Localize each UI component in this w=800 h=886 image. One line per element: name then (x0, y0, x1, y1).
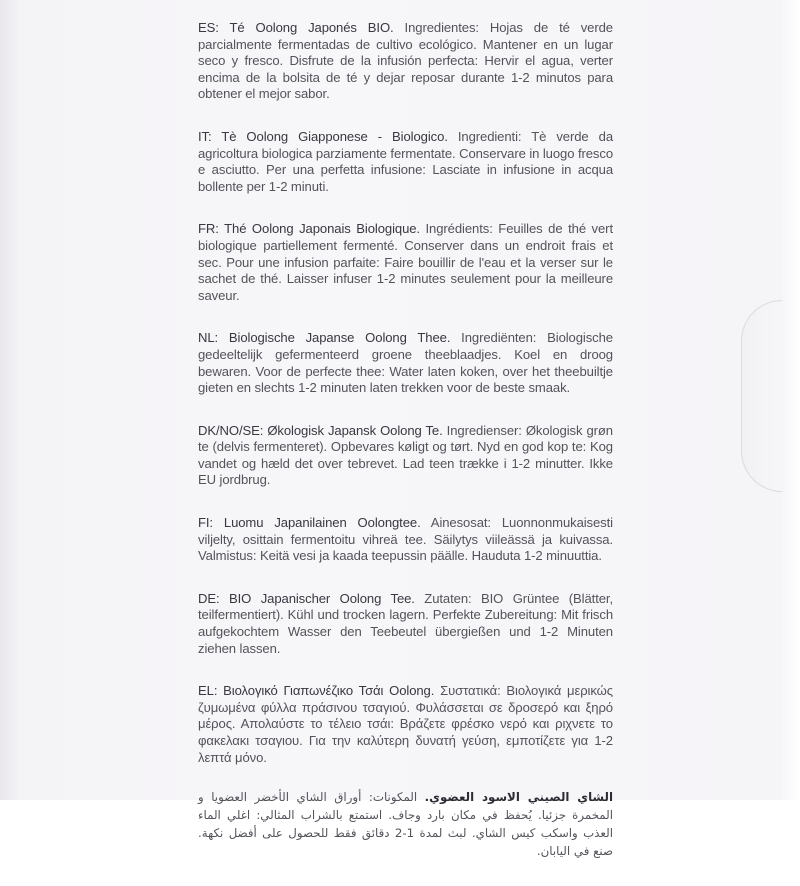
paragraph-dk (198, 423, 613, 489)
paragraph-fr (198, 221, 613, 304)
paragraph-body: Ingrediënten: Biologische gedeeltelijk gefermenteerd groene theeblaadjes. Koel en droog bewaren. Voor de perfecte thee: Water laten koken, over het theebuiltje gieten en slechts 1-2 minuten laten trekken voor de beste smaak. (198, 330, 613, 396)
paragraph-de (198, 591, 613, 657)
paragraph-el (198, 683, 613, 766)
paragraph-body: Ingredienser: Økologisk grøn te (delvis fermenteret). Opbevares køligt og tørt. Nyd en god kop te: Kog vandet og hæld det over tebrevet. Lad teen trække i 1-2 minutter. Ikke EU jordbrug. (198, 422, 613, 488)
paragraph-body: Συστατικά: Βιολογικά μερικώς ζυμωμένα φύλλα πράσινου τσαγιού. Φυλάσσεται σε δροσερό και ξηρό μέρος. Απολαύστε το τέλειο τσάι: Βράζετε φρέσκο νερό και ριχνετε το φακελακι τσαγιου. Για την καλύτερη δυνατή γεύση, εμποτίζετε για 1-2 λεπτά μόνο. (198, 683, 613, 765)
paragraph-nl (198, 330, 613, 396)
paragraph-heading: DK/NO/SE: Økologisk Japansk Oolong Te. (198, 422, 443, 438)
paragraph-heading: DE: BIO Japanischer Oolong Tee. (198, 590, 415, 606)
paragraph-heading: NL: Biologische Japanse Oolong Thee. (198, 330, 451, 346)
paragraph-body: Ingrédients: Feuilles de thé vert biologique partiellement fermenté. Conserver dans un endroit frais et sec. Pour une infusion parfaite: Faire bouillir de l'eau et la verser sur le sachet de thé. Laisser infuser 1-2 minutes seulement pour la meilleure saveur. (198, 221, 613, 303)
paragraph-body: Ingredientes: Hojas de té verde parcialmente fermentadas de cultivo ecológico. Mantener en un lugar seco y fresco. Disfrute de la infusión perfecta: Hervir el agua, verter encima de la bolsita de té y dejar reposar durante 1-2 minutos para obtener el mejor sabor. (198, 20, 613, 102)
package-right-edge (780, 0, 800, 800)
paragraph-fi (198, 515, 613, 565)
package-left-edge (0, 0, 18, 800)
paragraph-heading: FI: Luomu Japanilainen Oolongtee. (198, 515, 421, 531)
paragraph-ar (198, 788, 613, 860)
ingredients-text-block (198, 20, 613, 886)
paragraph-heading: ES: Té Oolong Japonés BIO. (198, 20, 394, 35)
package-flap-cutout (741, 300, 782, 492)
paragraph-body: المكونات: أوراق الشاي الأخضر العضويا و المخمرة جزئيا. يُحفظ في مكان بارد وجاف. استمتع بالشراب المثالي: اغلي الماء العذب واسكب كيس الشاي. لبث لمدة 1-2 دقائق فقط للحصول على أفضل نكهة. صنع في اليابان. (198, 790, 613, 859)
paragraph-body: Zutaten: BIO Grüntee (Blätter, teilfermentiert). Kühl und trocken lagern. Perfekte Zubereitung: Mit frisch aufgekochtem Wasser den Teebeutel übergießen und 1-2 Minuten ziehen lassen. (198, 590, 613, 656)
paragraph-es (198, 20, 613, 103)
paragraph-heading: IT: Tè Oolong Giapponese - Biologico. (198, 128, 448, 144)
paragraph-heading: EL: Βιολογικό Γιαπωνέζικο Τσάι Oolong. (198, 683, 435, 699)
paragraph-body: Ingredienti: Tè verde da agricoltura biologica parziamente fermentate. Conservare in luogo fresco e asciutto. Per una perfetta infusione: Lasciate in infusione in acqua bollente per 1-2 minuti. (198, 128, 613, 194)
paragraph-heading: FR: Thé Oolong Japonais Biologique. (198, 221, 420, 237)
paragraph-it (198, 129, 613, 195)
paragraph-heading: الشاي الصيني الاسود العضوي. (424, 790, 614, 805)
paragraph-body: Ainesosat: Luonnonmukaisesti viljelty, osittain fermentoitu vihreä tee. Säilytys viileässä ja kuivassa. Valmistus: Keitä vesi ja kaada teepussin päälle. Hauduta 1-2 minuuttia. (198, 515, 613, 564)
